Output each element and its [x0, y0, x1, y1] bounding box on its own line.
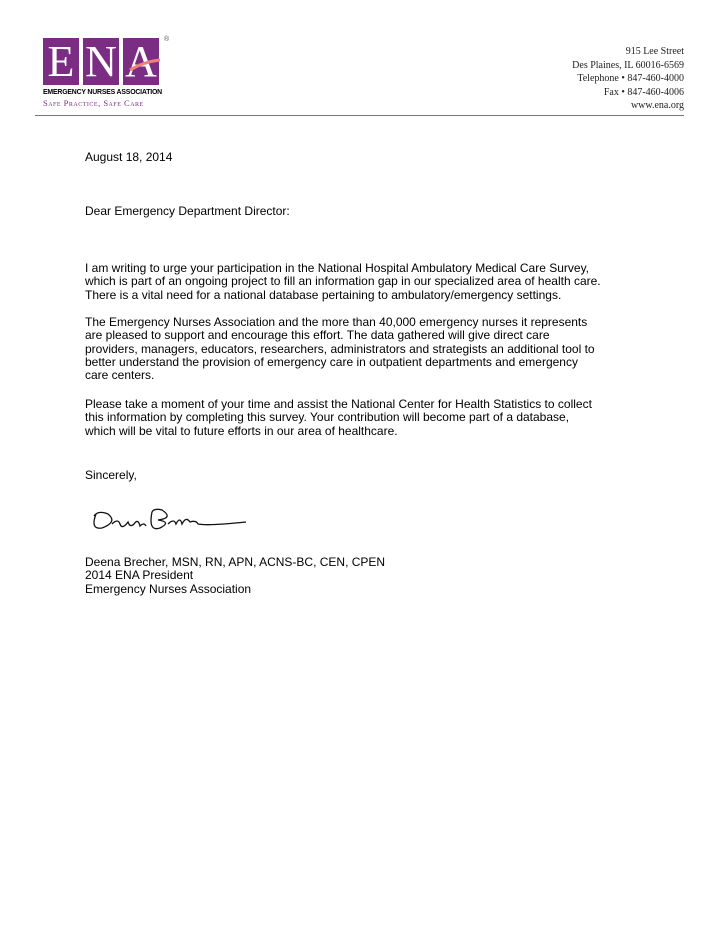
letter-date: August 18, 2014 [85, 150, 173, 164]
signature [88, 504, 248, 536]
tagline: Safe Practice, Safe Care [43, 98, 144, 108]
logo-letter-e: E [43, 38, 79, 85]
text-line: care centers. [85, 368, 155, 383]
text-line: are pleased to support and encourage this effort. The data gathered will give direct care [85, 328, 550, 343]
text-line: which is part of an ongoing project to fill an information gap in our specialized area of health care. [85, 274, 601, 289]
address-website: www.ena.org [630, 100, 684, 112]
registered-mark: ® [164, 36, 170, 43]
header-divider [35, 115, 684, 116]
signer-name: Deena Brecher, MSN, RN, APN, ACNS-BC, CEN, CPEN [85, 555, 386, 569]
text-line: providers, managers, educators, researchers, administrators and strategists an additional tool to [85, 341, 595, 356]
text-line: Please take a moment of your time and assist the National Center for Health Statistics to collect [85, 397, 592, 411]
paragraph-3 [85, 398, 592, 438]
logo-swoosh-icon [128, 58, 162, 72]
signer-block [85, 556, 385, 596]
signer-title: 2014 ENA President [85, 568, 194, 583]
salutation: Dear Emergency Department Director: [85, 204, 290, 218]
address-fax: Fax • 847-460-4006 [603, 86, 684, 98]
text-line: I am writing to urge your participation in the National Hospital Ambulatory Medical Care Survey, [85, 261, 590, 275]
org-name: EMERGENCY NURSES ASSOCIATION [43, 87, 162, 96]
logo-letter-n: N [83, 38, 119, 85]
address-street: 915 Lee Street [625, 46, 684, 57]
signer-org: Emergency Nurses Association [85, 581, 252, 596]
paragraph-1 [85, 262, 601, 302]
closing: Sincerely, [85, 468, 137, 482]
address-block [572, 45, 684, 113]
text-line: better understand the provision of emergency care in outpatient departments and emergency [85, 354, 578, 369]
text-line: The Emergency Nurses Association and the more than 40,000 emergency nurses it represents [85, 315, 588, 329]
address-telephone: Telephone • 847-460-4000 [577, 73, 684, 85]
text-line: this information by completing this survey. Your contribution will become part of a database, [85, 410, 570, 425]
paragraph-2 [85, 316, 595, 382]
text-line: which will be vital to future efforts in our area of healthcare. [85, 423, 398, 438]
address-city: Des Plaines, IL 60016-6569 [572, 59, 684, 71]
text-line: There is a vital need for a national database pertaining to ambulatory/emergency settings. [85, 287, 562, 302]
logo-letter-a: A [123, 38, 159, 85]
